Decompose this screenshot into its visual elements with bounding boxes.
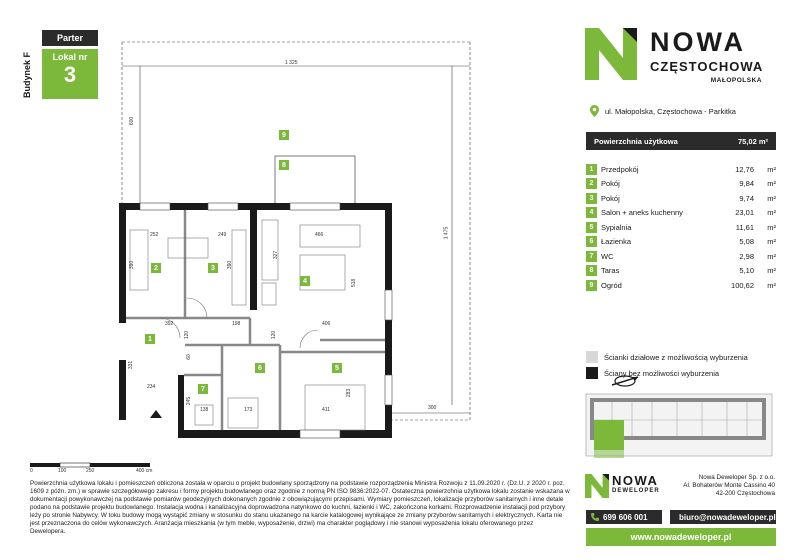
room-number: 3 xyxy=(586,193,597,204)
dim-249: 249 xyxy=(218,232,227,238)
room-number: 2 xyxy=(586,178,597,189)
room-marker-4: 4 xyxy=(300,276,310,286)
dim-120b: 120 xyxy=(271,330,278,340)
dim-392: 392 xyxy=(165,321,174,327)
room-marker-2: 2 xyxy=(151,263,161,273)
room-area: 9,84 xyxy=(739,179,754,189)
room-marker-3: 3 xyxy=(208,263,218,273)
building-label: Budynek F xyxy=(22,51,32,98)
area-header xyxy=(586,132,776,150)
dim-466: 466 xyxy=(315,232,324,238)
room-name: Sypialnia xyxy=(601,222,632,232)
email-box[interactable] xyxy=(670,510,776,524)
brand-name xyxy=(650,28,763,84)
phone-box[interactable] xyxy=(586,510,662,524)
room-name: Pokój xyxy=(601,193,620,203)
dim-173: 173 xyxy=(244,407,253,413)
room-area: 5,10 xyxy=(739,266,754,276)
brand-line1: NOWA xyxy=(650,27,746,57)
room-area: 23,01 xyxy=(735,208,754,218)
phone-icon xyxy=(591,513,599,521)
room-marker-6: 6 xyxy=(255,363,265,373)
dim-390a: 390 xyxy=(129,260,136,270)
dim-331: 331 xyxy=(128,360,135,370)
email-address: biuro@nowadeweloper.pl xyxy=(679,512,776,522)
room-name: Ogród xyxy=(601,280,622,290)
dark-wall-swatch xyxy=(586,367,598,379)
area-label: Powierzchnia użytkowa xyxy=(594,136,678,146)
room-marker-7: 7 xyxy=(198,384,208,394)
scale-tick-100: 100 xyxy=(58,468,67,474)
room-unit: m² xyxy=(767,237,776,247)
developer-line1: NOWA xyxy=(612,473,659,488)
dim-total-depth: 1 475 xyxy=(443,226,450,240)
developer-line2: DEWELOPER xyxy=(612,488,660,494)
room-unit: m² xyxy=(767,222,776,232)
address-text: ul. Małopolska, Częstochowa - Parkitka xyxy=(605,106,736,116)
room-marker-5: 5 xyxy=(332,363,342,373)
dim-138: 138 xyxy=(200,407,209,413)
dim-198: 198 xyxy=(232,321,241,327)
room-number: 1 xyxy=(586,164,597,175)
dim-60: 60 xyxy=(185,354,192,360)
dim-252: 252 xyxy=(150,232,159,238)
scale-tick-400: 400 cm xyxy=(136,468,153,474)
phone-number: 699 606 001 xyxy=(603,512,648,522)
dim-406: 406 xyxy=(322,321,331,327)
room-number: 4 xyxy=(586,207,597,218)
brand-logo-icon xyxy=(585,28,637,80)
developer-street: Al. Bohaterów Monte Cassino 40 xyxy=(683,481,775,489)
dim-518: 518 xyxy=(351,278,358,288)
room-area: 100,62 xyxy=(731,280,754,290)
developer-logo-icon xyxy=(585,474,609,498)
room-unit: m² xyxy=(767,193,776,203)
dim-390b: 390 xyxy=(227,260,234,270)
room-area: 11,61 xyxy=(735,222,754,232)
room-unit: m² xyxy=(767,164,776,174)
room-unit: m² xyxy=(767,208,776,218)
dim-245: 245 xyxy=(186,396,193,406)
room-area: 2,98 xyxy=(739,251,754,261)
location-pin-icon xyxy=(590,105,599,117)
room-name: WC xyxy=(601,251,614,261)
contact-bar xyxy=(586,510,776,524)
legend-item-light xyxy=(586,349,748,365)
dim-right-margin: 300 xyxy=(428,405,437,411)
room-number: 6 xyxy=(586,236,597,247)
scale-bar xyxy=(30,458,153,476)
list-item xyxy=(586,249,776,264)
room-area: 12,76 xyxy=(735,164,754,174)
room-area: 9,74 xyxy=(739,193,754,203)
scale-tick-250: 250 xyxy=(86,468,95,474)
light-wall-swatch xyxy=(586,351,598,363)
room-name: Salon + aneks kuchenny xyxy=(601,208,683,218)
floor-label: Parter xyxy=(56,33,83,43)
website-link[interactable]: www.nowadeweloper.pl xyxy=(586,528,776,546)
unit-number: 3 xyxy=(63,62,77,87)
list-item xyxy=(586,177,776,192)
list-item xyxy=(586,220,776,235)
developer-address xyxy=(660,474,775,497)
scale-tick-0: 0 xyxy=(30,468,33,474)
legend-light-label: Ścianki działowe z możliwością wyburzenia xyxy=(604,352,748,362)
room-name: Przedpokój xyxy=(601,164,639,174)
room-area: 5,08 xyxy=(739,237,754,247)
footnote: Powierzchnia użytkowa lokalu i pomieszczeń obliczona została w oparciu o projekt budowlany sporządzony na podstawie rozporządzenia Ministra Rozwoju z 11.09.2020 r. (Dz.U. z 2020 r. poz. 1609 z późn. zm.) w sprawie szczegółowego zakresu i formy projektu budowlanego oraz zgodnie z normą PN ISO 9836:2022-07. Ostateczna powierzchnia użytkowa lokalu zostanie wskazana w dokumentacji powykonawczej na podstawie pomiarów geodezyjnych dokonanych zgodnie z obowiązującymi przepisami. Wymiary pomieszczeń, lokalizacje przyborów sanitarnych i inne detale podano na podstawie projektu budowlanego. Instalacja wodna i kanalizacyjna doprowadzona natynkowo do kuchni, łazienki i WC, zakończona korkami. Rozprowadzenie instalacji pod przybory leży po stronie Nabywcy. W toku budowy mogą wystąpić zmiany w stosunku do stanu ukazanego na karcie katalogowej wynikające ze zmiany przyborów sanitarnych i elektrycznych. Karta nie jest przeznaczona do celów wykonawczych. Aranżacja mieszkania (w tym meble, wyposażenie, drzwi) ma charakter poglądowy i nie stanowi wyposażenia lokalu oferowanego przez Dewelopera. xyxy=(30,480,570,535)
room-marker-8: 8 xyxy=(279,160,289,170)
room-list xyxy=(586,162,776,293)
list-item xyxy=(586,235,776,250)
room-unit: m² xyxy=(767,266,776,276)
key-plan xyxy=(582,392,777,470)
list-item xyxy=(586,191,776,206)
dim-234: 234 xyxy=(147,384,156,390)
room-name: Taras xyxy=(601,266,620,276)
developer-city: 42-200 Częstochowa xyxy=(715,489,775,497)
room-number: 9 xyxy=(586,280,597,291)
unit-label: Lokal nr xyxy=(52,52,88,62)
brand-line2: CZĘSTOCHOWA xyxy=(650,59,764,74)
list-item xyxy=(586,264,776,279)
list-item xyxy=(586,206,776,221)
dim-327: 327 xyxy=(273,250,280,260)
room-unit: m² xyxy=(767,179,776,189)
area-value: 75,02 m² xyxy=(737,136,768,146)
brand-line3: MAŁOPOLSKA xyxy=(710,77,762,84)
legend-dark-label: Ściany bez możliwości wyburzenia xyxy=(604,368,720,378)
dim-garden-width: 1 325 xyxy=(285,60,298,66)
list-item xyxy=(586,278,776,293)
room-marker-1: 1 xyxy=(145,334,155,344)
room-name: Pokój xyxy=(601,179,620,189)
room-number: 8 xyxy=(586,265,597,276)
room-unit: m² xyxy=(767,251,776,261)
dim-garden-depth: 600 xyxy=(129,116,136,126)
list-item xyxy=(586,162,776,177)
developer-name xyxy=(612,474,660,494)
room-number: 7 xyxy=(586,251,597,262)
dim-411: 411 xyxy=(322,407,330,413)
dim-283: 283 xyxy=(346,388,353,398)
compass-icon xyxy=(610,374,640,388)
address xyxy=(590,105,736,117)
developer-company: Nowa Deweloper Sp. z o.o. xyxy=(698,474,775,481)
room-name: Łazienka xyxy=(601,237,632,247)
room-unit: m² xyxy=(767,280,776,290)
room-marker-9: 9 xyxy=(279,130,289,140)
dim-120a: 120 xyxy=(184,330,191,340)
room-number: 5 xyxy=(586,222,597,233)
